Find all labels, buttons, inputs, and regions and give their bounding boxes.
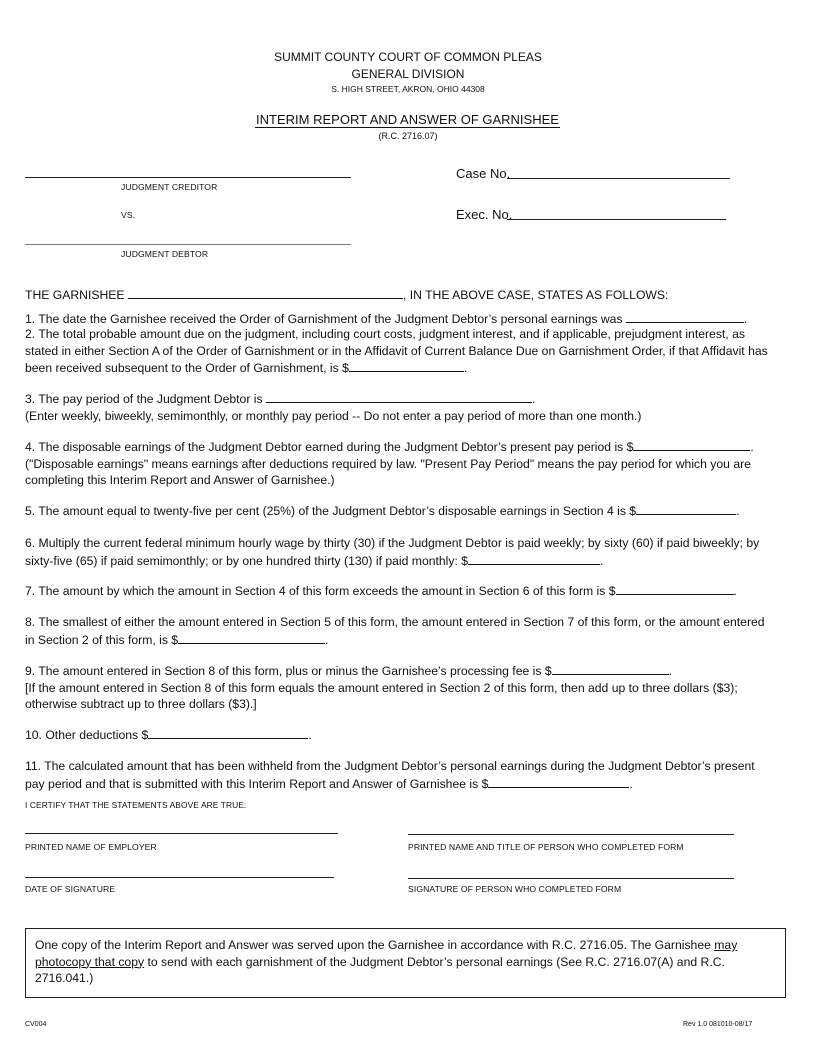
exec-no-field[interactable]	[507, 219, 726, 220]
garnishee-statement: THE GARNISHEE , IN THE ABOVE CASE, STATES AS FOLLOWS:	[25, 288, 669, 302]
case-no-label: Case No.	[456, 166, 511, 181]
smallest-amount-field[interactable]	[178, 631, 325, 644]
section-9: 9. The amount entered in Section 8 of this form, plus or minus the Garnishee’s processing fee is $ . [If the amount entered in Section 8 of this form equals the amount entered in Section 2 of this form, then add up to three dollars ($3); otherwise subtract up to three dollars ($3).]	[25, 664, 738, 711]
revision-number: Rev 1.0 081010-08/17	[683, 1021, 753, 1028]
date-of-signature-line[interactable]	[25, 877, 334, 878]
twenty-five-percent-field[interactable]	[636, 502, 736, 515]
date-received-field[interactable]	[626, 310, 744, 323]
section-3: 3. The pay period of the Judgment Debtor is . (Enter weekly, biweekly, semimonthly, or monthly pay period -- Do not enter a pay period of more than one month.)	[25, 392, 642, 423]
section-7: 7. The amount by which the amount in Section 4 of this form exceeds the amount in Section 6 of this form is $ .	[25, 584, 737, 598]
printed-name-title-label: PRINTED NAME AND TITLE OF PERSON WHO COMPLETED FORM	[408, 842, 684, 852]
withheld-amount-field[interactable]	[488, 775, 629, 788]
court-name: SUMMIT COUNTY COURT OF COMMON PLEAS	[274, 50, 542, 64]
printed-name-employer-label: PRINTED NAME OF EMPLOYER	[25, 842, 157, 852]
form-code: CV004	[25, 1021, 47, 1028]
total-probable-amount-field[interactable]	[349, 359, 464, 372]
section-2: 2. The total probable amount due on the judgment, including court costs, judgment interest, and if applicable, prejudgment interest, as stated in either Section A of the Order of Garnishment or in the Affidavit of Current Balance Due on Garnishment Order, if that Affidavit has been received subsequent to the Order of Garnishment, is $ .	[25, 327, 768, 375]
garnishee-name-field[interactable]	[128, 286, 403, 299]
judgment-creditor-line[interactable]	[25, 177, 351, 178]
minimum-wage-multiple-field[interactable]	[468, 552, 600, 565]
certification-statement: I CERTIFY THAT THE STATEMENTS ABOVE ARE TRUE:	[25, 800, 247, 810]
judgment-creditor-label: JUDGMENT CREDITOR	[121, 182, 218, 192]
disposable-earnings-field[interactable]	[633, 438, 750, 451]
section-1: 1. The date the Garnishee received the Order of Garnishment of the Judgment Debtor’s personal earnings was .	[25, 312, 748, 326]
vs-label: VS.	[121, 210, 136, 220]
employer-name-line[interactable]	[25, 833, 338, 834]
section-10: 10. Other deductions $ .	[25, 728, 312, 742]
case-no-field[interactable]	[507, 178, 730, 179]
section-5: 5. The amount equal to twenty-five per cent (25%) of the Judgment Debtor’s disposable earnings in Section 4 is $ .	[25, 504, 740, 518]
statute-reference: (R.C. 2716.07)	[378, 131, 438, 141]
other-deductions-field[interactable]	[148, 726, 308, 739]
excess-amount-field[interactable]	[616, 582, 734, 595]
judgment-debtor-line[interactable]	[25, 244, 351, 245]
signature-label: SIGNATURE OF PERSON WHO COMPLETED FORM	[408, 884, 622, 894]
processing-fee-amount-field[interactable]	[552, 662, 669, 675]
signature-line[interactable]	[408, 878, 734, 879]
form-title: INTERIM REPORT AND ANSWER OF GARNISHEE	[256, 112, 559, 127]
date-of-signature-label: DATE OF SIGNATURE	[25, 884, 116, 894]
completer-name-title-line[interactable]	[408, 834, 734, 835]
division-name: GENERAL DIVISION	[351, 67, 465, 81]
section-11: 11. The calculated amount that has been withheld from the Judgment Debtor’s personal earnings during the Judgment Debtor’s present pay period and that is submitted with this Interim Report and Answer of Garnishee is $ .	[25, 759, 755, 791]
court-address: S. HIGH STREET, AKRON, OHIO 44308	[331, 84, 485, 94]
section-6: 6. Multiply the current federal minimum hourly wage by thirty (30) if the Judgment Debtor is paid weekly; by sixty (60) if paid biweekly; by sixty-five (65) if paid semimonthly; or by one hundred thirty (130) if paid monthly: $ .	[25, 536, 760, 568]
judgment-debtor-label: JUDGMENT DEBTOR	[121, 249, 209, 259]
exec-no-label: Exec. No.	[456, 207, 513, 222]
pay-period-field[interactable]	[266, 390, 532, 403]
section-4: 4. The disposable earnings of the Judgment Debtor earned during the Judgment Debtor’s present pay period is $ . ("Disposable earnings" means earnings after deductions required by law. "Present Pay Period" means the pay period for which you are completing this Interim Report and Answer of Garnishee.)	[25, 440, 754, 487]
section-8: 8. The smallest of either the amount entered in Section 5 of this form, the amount entered in Section 7 of this form, or the amount entered in Section 2 of this form, is $ .	[25, 615, 765, 647]
service-notice-box: One copy of the Interim Report and Answer was served upon the Garnishee in accordance with R.C. 2716.05. The Garnishee may photocopy that copy to send with each garnishment of the Judgment Debtor’s personal earnings (See R.C. 2716.07(A) and R.C. 2716.041.)	[25, 928, 786, 998]
